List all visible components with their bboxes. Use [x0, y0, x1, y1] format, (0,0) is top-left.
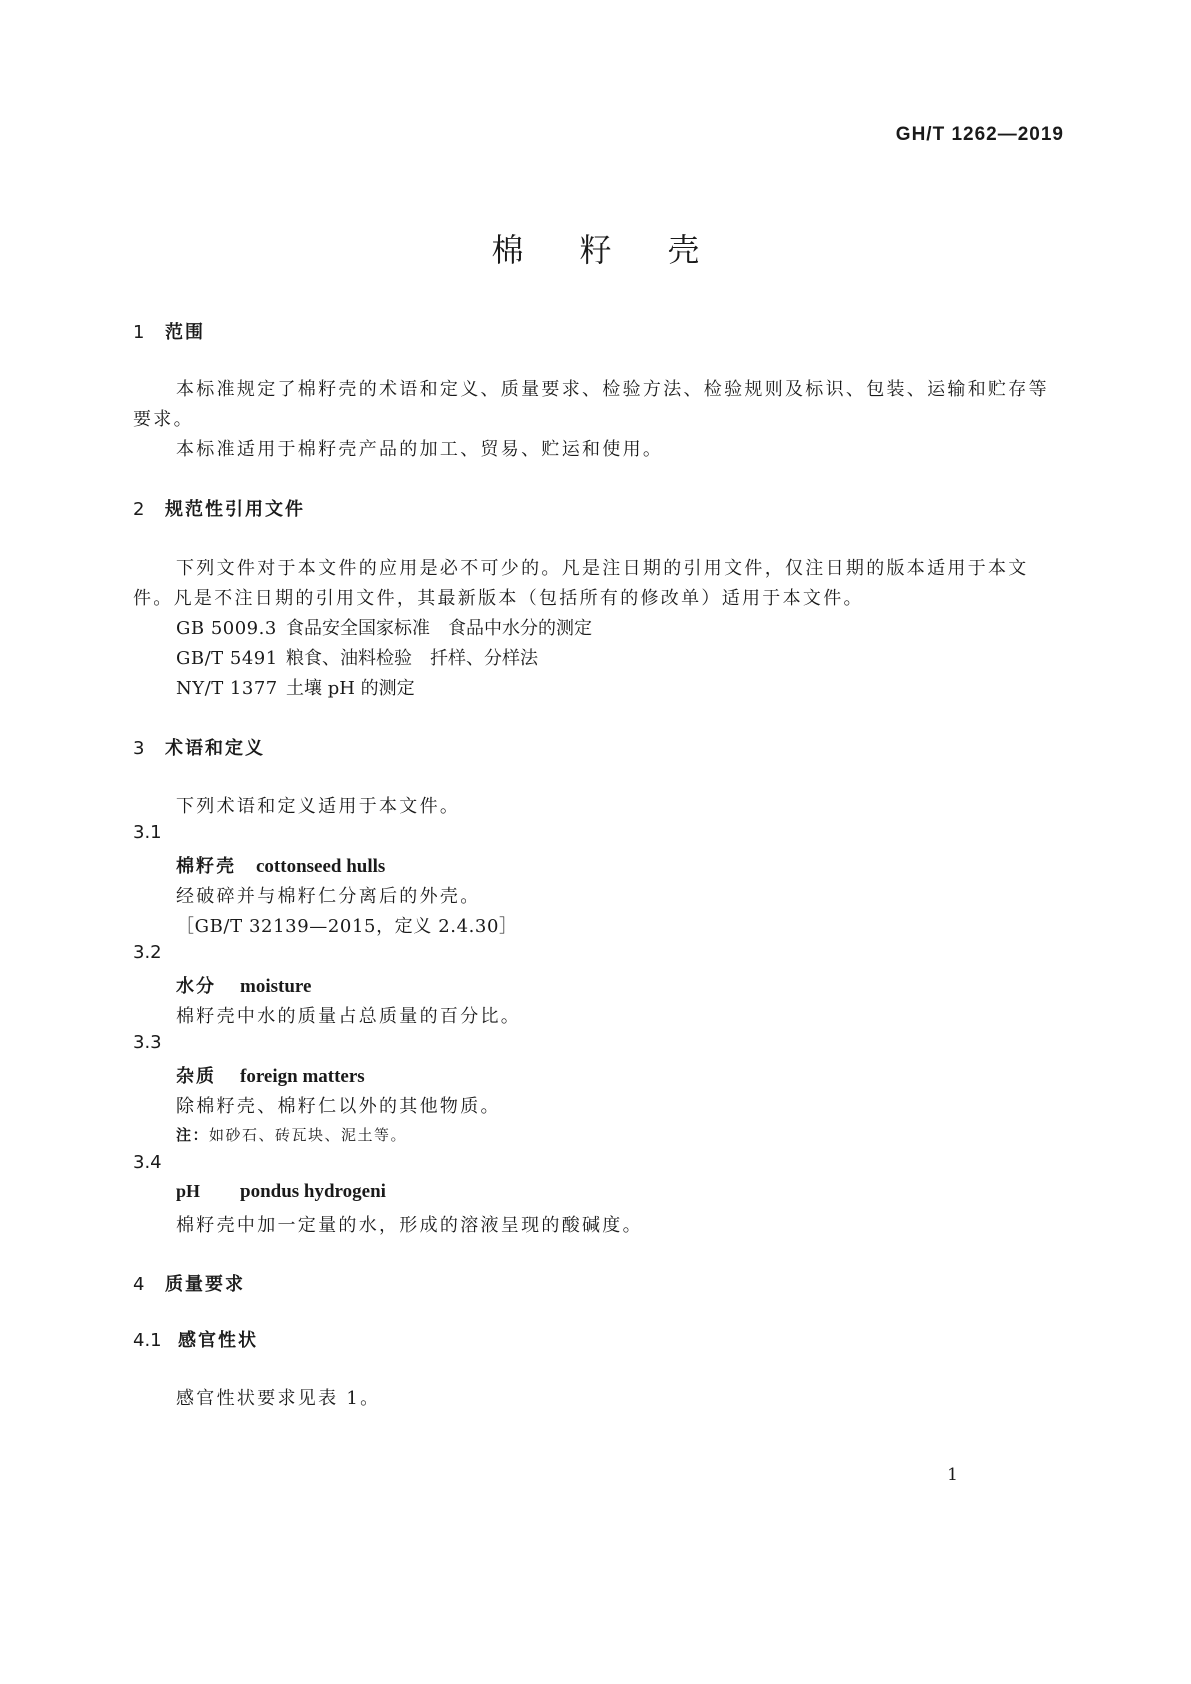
section-number: 2 — [133, 499, 145, 520]
clause-number: 3.4 — [133, 1152, 162, 1173]
reference-title: 粮食、油料检验 扦样、分样法 — [286, 648, 538, 669]
term-english: pondus hydrogeni — [240, 1181, 386, 1202]
term-english: moisture — [240, 976, 312, 997]
section-number: 4 — [133, 1274, 145, 1295]
paragraph: 本标准适用于棉籽壳产品的加工、贸易、贮运和使用。 — [176, 439, 664, 460]
term-definition: 除棉籽壳、棉籽仁以外的其他物质。 — [176, 1096, 501, 1117]
normative-reference — [176, 674, 415, 700]
section-number: 3 — [133, 738, 145, 759]
section-heading-4 — [133, 1270, 245, 1296]
normative-reference — [176, 614, 592, 640]
document-title: 棉籽壳 — [491, 231, 756, 269]
term-definition: 棉籽壳中水的质量占总质量的百分比。 — [176, 1006, 522, 1027]
reference-code: GB 5009.3 — [176, 618, 277, 639]
term-entry — [176, 1062, 365, 1088]
term-english: cottonseed hulls — [256, 856, 386, 877]
paragraph: 下列术语和定义适用于本文件。 — [176, 796, 461, 817]
term-entry — [176, 852, 385, 878]
term-english: foreign matters — [240, 1066, 365, 1087]
term-entry — [176, 1181, 386, 1203]
term-chinese: 棉籽壳 — [176, 856, 236, 877]
paragraph: 感官性状要求见表 1。 — [176, 1388, 381, 1409]
clause-number: 3.1 — [133, 822, 162, 843]
term-definition: 经破碎并与棉籽仁分离后的外壳。 — [176, 886, 481, 907]
paragraph: 下列文件对于本文件的应用是必不可少的。凡是注日期的引用文件，仅注日期的版本适用于本文 — [176, 558, 1029, 579]
section-number: 1 — [133, 322, 145, 343]
term-entry — [176, 972, 311, 998]
term-chinese: 水分 — [176, 976, 216, 997]
paragraph-continuation: 要求。 — [133, 409, 194, 430]
section-heading-2 — [133, 495, 305, 521]
note-label: 注： — [176, 1126, 210, 1144]
paragraph: 本标准规定了棉籽壳的术语和定义、质量要求、检验方法、检验规则及标识、包装、运输和贮存等 — [176, 379, 1049, 400]
reference-code: NY/T 1377 — [176, 678, 278, 699]
reference-code: GB/T 5491 — [176, 648, 278, 669]
reference-title: 土壤 pH 的测定 — [286, 678, 415, 699]
document-number: GH/T 1262—2019 — [895, 124, 1064, 145]
note-text: 如砂石、砖瓦块、泥土等。 — [209, 1126, 408, 1144]
normative-reference — [176, 644, 538, 670]
term-chinese: 杂质 — [176, 1066, 216, 1087]
term-source: ［GB/T 32139—2015，定义 2.4.30］ — [176, 916, 518, 937]
section-title: 范围 — [165, 322, 205, 343]
section-heading-3 — [133, 734, 265, 760]
reference-title: 食品安全国家标准 食品中水分的测定 — [286, 618, 592, 639]
subsection-number: 4.1 — [133, 1330, 162, 1351]
subsection-title: 感官性状 — [178, 1330, 258, 1351]
subsection-heading-4-1 — [133, 1326, 258, 1352]
term-chinese: pH — [176, 1181, 201, 1201]
section-heading-1 — [133, 318, 205, 344]
page-number: 1 — [947, 1465, 958, 1485]
clause-number: 3.2 — [133, 942, 162, 963]
section-title: 质量要求 — [165, 1274, 245, 1295]
section-title: 术语和定义 — [165, 738, 265, 759]
clause-number: 3.3 — [133, 1032, 162, 1053]
term-definition: 棉籽壳中加一定量的水，形成的溶液呈现的酸碱度。 — [176, 1215, 643, 1236]
section-title: 规范性引用文件 — [165, 499, 305, 520]
paragraph-continuation: 件。凡是不注日期的引用文件，其最新版本（包括所有的修改单）适用于本文件。 — [133, 588, 864, 609]
term-note — [176, 1124, 407, 1145]
